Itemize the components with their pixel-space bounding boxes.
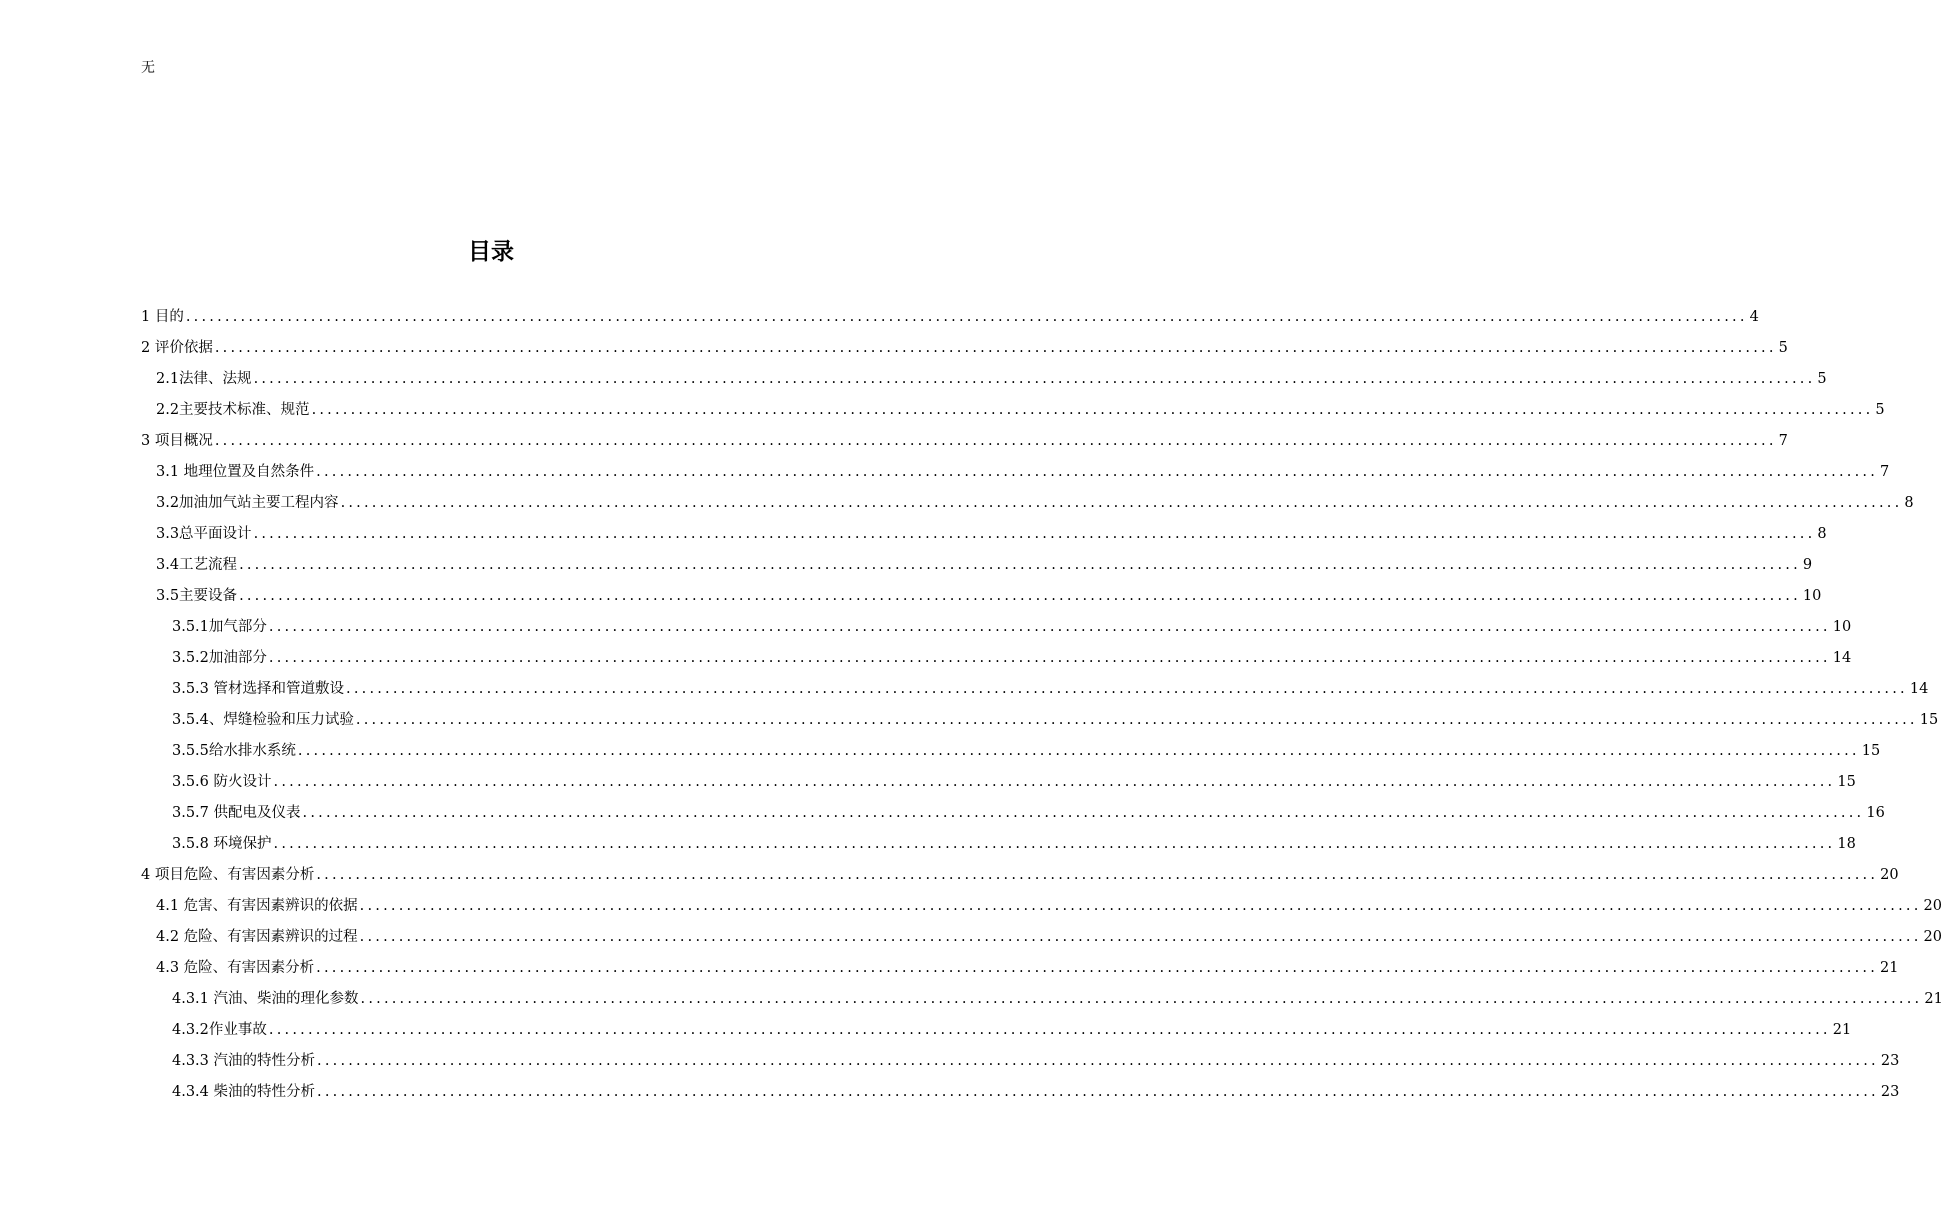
toc-entry[interactable] xyxy=(141,922,1942,953)
toc-entry-page-number: 8 xyxy=(1817,526,1827,542)
toc-entry-page-number: 20 xyxy=(1880,867,1899,883)
toc-entry-label: 4.3.4 柴油的特性分析 xyxy=(172,1084,316,1100)
toc-entry[interactable] xyxy=(141,798,1885,829)
toc-dot-leader: ........................................................................................................................................................................................................ xyxy=(317,1084,1879,1100)
toc-entry[interactable] xyxy=(141,364,1827,395)
toc-entry[interactable] xyxy=(141,395,1885,426)
toc-entry-page-number: 14 xyxy=(1832,650,1852,666)
toc-entry[interactable] xyxy=(141,488,1914,519)
toc-entry-page-number: 20 xyxy=(1923,898,1942,914)
toc-dot-leader: ........................................................................................................................................................................................................ xyxy=(273,774,1836,790)
toc-entry[interactable] xyxy=(141,736,1881,767)
toc-entry-label: 4.3.1 汽油、柴油的理化参数 xyxy=(172,991,359,1007)
toc-dot-leader: ........................................................................................................................................................................................................ xyxy=(355,712,1918,728)
toc-entry[interactable] xyxy=(141,984,1943,1015)
toc-entry-label: 3.3总平面设计 xyxy=(156,526,252,542)
toc-entry[interactable] xyxy=(141,581,1822,612)
toc-entry-page-number: 9 xyxy=(1802,557,1813,573)
toc-dot-leader: ........................................................................................................................................................................................................ xyxy=(346,681,1908,697)
toc-entry-label: 3.5.3 管材选择和管道敷设 xyxy=(172,681,345,697)
toc-entry-label: 3.5主要设备 xyxy=(156,588,238,604)
toc-dot-leader: ........................................................................................................................................................................................................ xyxy=(316,464,1878,480)
toc-dot-leader: ........................................................................................................................................................................................................ xyxy=(239,557,1801,573)
toc-entry[interactable] xyxy=(141,1046,1900,1077)
toc-entry-label: 1 目的 xyxy=(141,309,184,325)
toc-dot-leader: ........................................................................................................................................................................................................ xyxy=(317,1053,1879,1069)
toc-entry-label: 3.1 地理位置及自然条件 xyxy=(156,464,315,480)
toc-entry-label: 3.5.2加油部分 xyxy=(172,650,267,666)
toc-entry[interactable] xyxy=(141,333,1788,364)
toc-entry[interactable] xyxy=(141,953,1899,984)
toc-entry-label: 3.5.1加气部分 xyxy=(172,619,267,635)
toc-title: 目录 xyxy=(468,239,514,265)
toc-dot-leader: ........................................................................................................................................................................................................ xyxy=(316,867,1879,883)
toc-entry-page-number: 5 xyxy=(1875,402,1885,418)
toc-entry-page-number: 7 xyxy=(1778,433,1788,449)
toc-entry-label: 3.5.7 供配电及仪表 xyxy=(172,805,301,821)
toc-entry[interactable] xyxy=(141,302,1759,333)
toc-entry-page-number: 10 xyxy=(1802,588,1822,604)
toc-entry[interactable] xyxy=(141,674,1929,705)
toc-entry[interactable] xyxy=(141,612,1852,643)
toc-entry-label: 4.3.2作业事故 xyxy=(172,1022,267,1038)
toc-entry[interactable] xyxy=(141,705,1939,736)
toc-dot-leader: ........................................................................................................................................................................................................ xyxy=(268,619,1831,635)
toc-entry[interactable] xyxy=(141,457,1890,488)
toc-dot-leader: ........................................................................................................................................................................................................ xyxy=(316,960,1878,976)
toc-entry[interactable] xyxy=(141,860,1899,891)
toc-entry[interactable] xyxy=(141,767,1856,798)
toc-entry-page-number: 4 xyxy=(1749,309,1759,325)
toc-entry-label: 3.5.5给水排水系统 xyxy=(172,743,296,759)
toc-entry-label: 3.5.8 环境保护 xyxy=(172,836,272,852)
toc-entry-label: 2.1法律、法规 xyxy=(156,371,252,387)
toc-entry-label: 3 项目概况 xyxy=(141,433,213,449)
toc-entry-page-number: 8 xyxy=(1904,495,1914,511)
toc-entry[interactable] xyxy=(141,1077,1900,1108)
toc-entry-page-number: 23 xyxy=(1880,1084,1900,1100)
toc-entry-page-number: 5 xyxy=(1817,371,1827,387)
toc-entry-page-number: 14 xyxy=(1909,681,1929,697)
toc-entry[interactable] xyxy=(141,891,1942,922)
toc-entry-page-number: 15 xyxy=(1861,743,1881,759)
toc-dot-leader: ........................................................................................................................................................................................................ xyxy=(311,402,1874,418)
toc-entry[interactable] xyxy=(141,1015,1852,1046)
toc-entry-label: 2 评价依据 xyxy=(141,340,213,356)
toc-dot-leader: ........................................................................................................................................................................................................ xyxy=(360,991,1923,1007)
toc-dot-leader: ........................................................................................................................................................................................................ xyxy=(268,1022,1831,1038)
toc-entry-label: 4.3.3 汽油的特性分析 xyxy=(172,1053,316,1069)
toc-entry-label: 4.1 危害、有害因素辨识的依据 xyxy=(156,898,358,914)
toc-entry-label: 3.5.4、焊缝检验和压力试验 xyxy=(172,712,354,728)
toc-dot-leader: ........................................................................................................................................................................................................ xyxy=(214,433,1777,449)
toc-entry-page-number: 21 xyxy=(1880,960,1899,976)
toc-entry-page-number: 5 xyxy=(1778,340,1788,356)
toc-entry-page-number: 21 xyxy=(1924,991,1943,1007)
toc-entry-page-number: 10 xyxy=(1832,619,1852,635)
toc-entry[interactable] xyxy=(141,829,1856,860)
toc-entry-label: 3.5.6 防火设计 xyxy=(172,774,272,790)
toc-entry-page-number: 18 xyxy=(1837,836,1856,852)
toc-entry-label: 4.2 危险、有害因素辨识的过程 xyxy=(156,929,358,945)
toc-dot-leader: ........................................................................................................................................................................................................ xyxy=(214,340,1777,356)
toc-dot-leader: ........................................................................................................................................................................................................ xyxy=(253,371,1816,387)
toc-entry-page-number: 20 xyxy=(1923,929,1942,945)
toc-entry-label: 2.2主要技术标准、规范 xyxy=(156,402,310,418)
toc-entry[interactable] xyxy=(141,643,1852,674)
toc-entry-label: 3.4工艺流程 xyxy=(156,557,238,573)
toc-dot-leader: ........................................................................................................................................................................................................ xyxy=(297,743,1860,759)
page-header-text: 无 xyxy=(141,60,155,76)
toc-dot-leader: ........................................................................................................................................................................................................ xyxy=(302,805,1865,821)
toc-entry-page-number: 23 xyxy=(1880,1053,1900,1069)
toc-dot-leader: ........................................................................................................................................................................................................ xyxy=(185,309,1748,325)
toc-dot-leader: ........................................................................................................................................................................................................ xyxy=(253,526,1816,542)
toc-dot-leader: ........................................................................................................................................................................................................ xyxy=(359,898,1922,914)
toc-entry-label: 3.2加油加气站主要工程内容 xyxy=(156,495,339,511)
toc-entry-page-number: 15 xyxy=(1837,774,1856,790)
toc-entry[interactable] xyxy=(141,550,1813,581)
toc-entry-page-number: 15 xyxy=(1919,712,1939,728)
toc-entry-page-number: 16 xyxy=(1866,805,1885,821)
toc-dot-leader: ........................................................................................................................................................................................................ xyxy=(340,495,1903,511)
toc-entry[interactable] xyxy=(141,519,1827,550)
toc-dot-leader: ........................................................................................................................................................................................................ xyxy=(359,929,1922,945)
toc-dot-leader: ........................................................................................................................................................................................................ xyxy=(273,836,1836,852)
toc-entry-label: 4.3 危险、有害因素分析 xyxy=(156,960,315,976)
toc-dot-leader: ........................................................................................................................................................................................................ xyxy=(239,588,1801,604)
toc-entry-label: 4 项目危险、有害因素分析 xyxy=(141,867,315,883)
toc-entry-page-number: 21 xyxy=(1832,1022,1852,1038)
table-of-contents xyxy=(141,302,1943,1108)
toc-dot-leader: ........................................................................................................................................................................................................ xyxy=(268,650,1831,666)
toc-entry[interactable] xyxy=(141,426,1788,457)
toc-entry-page-number: 7 xyxy=(1880,464,1890,480)
